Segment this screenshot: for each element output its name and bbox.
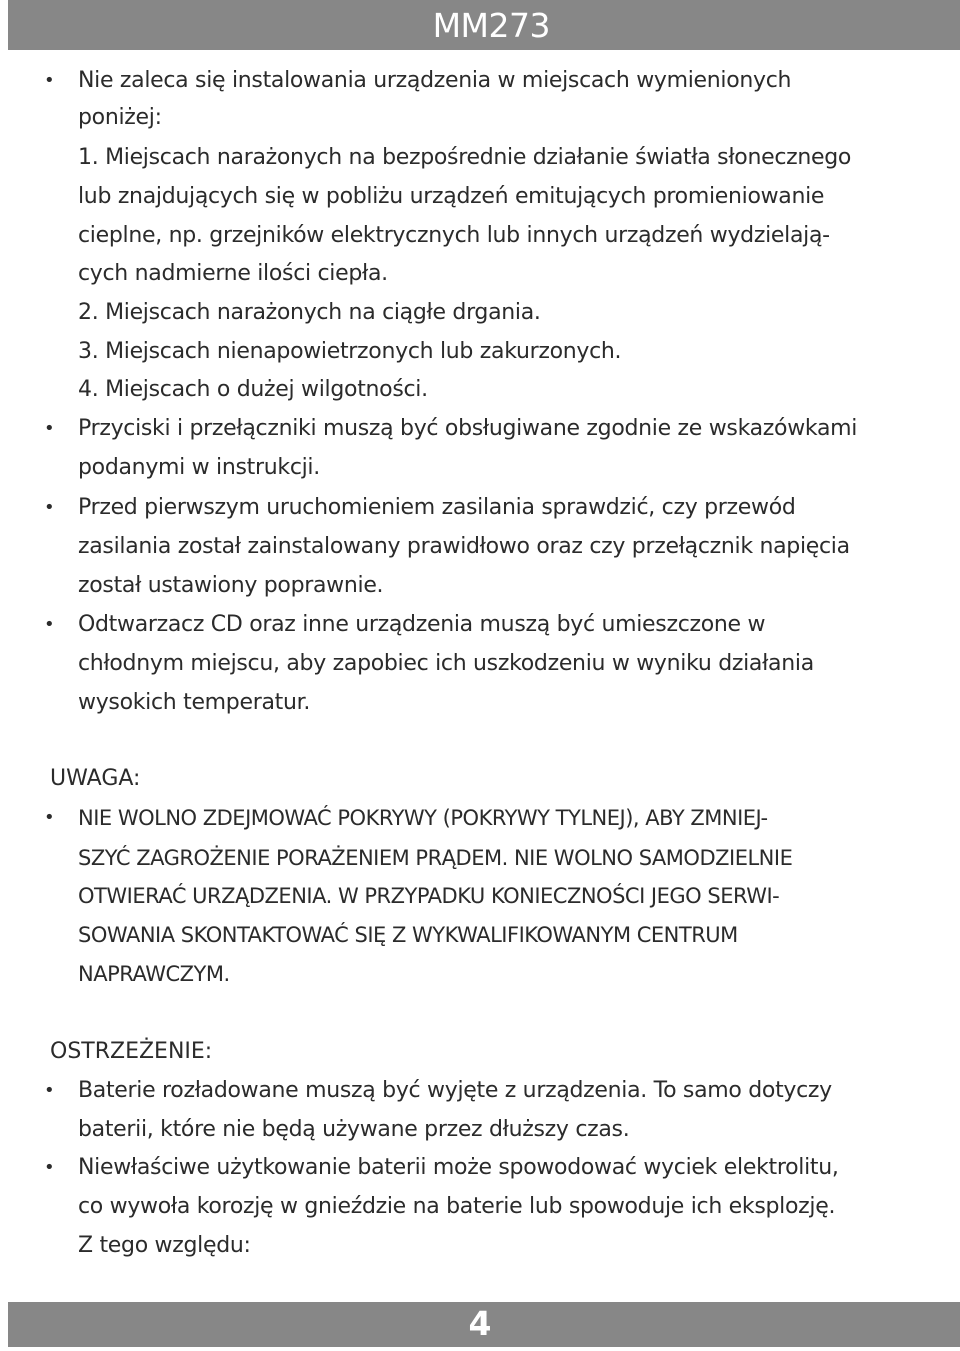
paragraph-line: wysokich temperatur. — [78, 690, 311, 715]
paragraph-line: został ustawiony poprawnie. — [78, 573, 384, 598]
warning-line: OTWIERAĆ URZĄDZENIA. W PRZYPADKU KONIECZNOŚCI JEGO SERWI- — [78, 884, 780, 908]
warning-line: SOWANIA SKONTAKTOWAĆ SIĘ Z WYKWALIFIKOWANYM CENTRUM — [78, 923, 738, 947]
paragraph-line: Niewłaściwe użytkowanie baterii może spowodować wyciek elektrolitu, — [78, 1155, 839, 1180]
bullet-icon: • — [44, 1157, 55, 1178]
paragraph-line: chłodnym miejscu, aby zapobiec ich uszkodzeniu w wyniku działania — [78, 651, 814, 676]
warning-line: NIE WOLNO ZDEJMOWAĆ POKRYWY (POKRYWY TYLNEJ), ABY ZMNIEJ- — [78, 806, 768, 830]
list-item: 2. Miejscach narażonych na ciągłe drgania. — [78, 300, 541, 325]
paragraph-line: Baterie rozładowane muszą być wyjęte z urządzenia. To samo dotyczy — [78, 1078, 832, 1103]
bullet-icon: • — [44, 70, 55, 91]
bullet-icon: • — [44, 1080, 55, 1101]
paragraph-line: Przed pierwszym uruchomieniem zasilania sprawdzić, czy przewód — [78, 495, 796, 520]
ostrzezenie-heading: OSTRZEŻENIE: — [50, 1039, 213, 1064]
bullet-icon: • — [44, 614, 55, 635]
list-item: lub znajdujących się w pobliżu urządzeń emitujących promieniowanie — [78, 184, 825, 209]
header-bar — [8, 0, 960, 50]
paragraph-line: Z tego względu: — [78, 1233, 251, 1258]
intro-line: poniżej: — [78, 105, 162, 130]
uwaga-heading: UWAGA: — [50, 766, 141, 791]
warning-line: NAPRAWCZYM. — [78, 962, 230, 986]
paragraph-line: Odtwarzacz CD oraz inne urządzenia muszą być umieszczone w — [78, 612, 766, 637]
paragraph-line: baterii, które nie będą używane przez dłuższy czas. — [78, 1117, 630, 1142]
paragraph-line: podanymi w instrukcji. — [78, 455, 320, 480]
intro-line: Nie zaleca się instalowania urządzenia w miejscach wymienionych — [78, 68, 792, 93]
model-title: MM273 — [432, 6, 550, 45]
list-item: 1. Miejscach narażonych na bezpośrednie działanie światła słonecznego — [78, 145, 852, 170]
paragraph-line: co wywoła korozję w gnieździe na baterie lub spowoduje ich eksplozję. — [78, 1194, 836, 1219]
list-item: 4. Miejscach o dużej wilgotności. — [78, 377, 428, 402]
bullet-icon: • — [44, 497, 55, 518]
page-number: 4 — [468, 1304, 492, 1343]
bullet-icon: • — [44, 418, 55, 439]
paragraph-line: Przyciski i przełączniki muszą być obsługiwane zgodnie ze wskazówkami — [78, 416, 858, 441]
paragraph-line: zasilania został zainstalowany prawidłowo oraz czy przełącznik napięcia — [78, 534, 850, 559]
list-item: cych nadmierne ilości ciepła. — [78, 261, 388, 286]
warning-line: SZYĆ ZAGROŻENIE PORAŻENIEM PRĄDEM. NIE WOLNO SAMODZIELNIE — [78, 846, 793, 870]
list-item: cieplne, np. grzejników elektrycznych lub innych urządzeń wydzielają- — [78, 223, 830, 248]
bullet-icon: • — [44, 807, 55, 828]
list-item: 3. Miejscach nienapowietrzonych lub zakurzonych. — [78, 339, 622, 364]
